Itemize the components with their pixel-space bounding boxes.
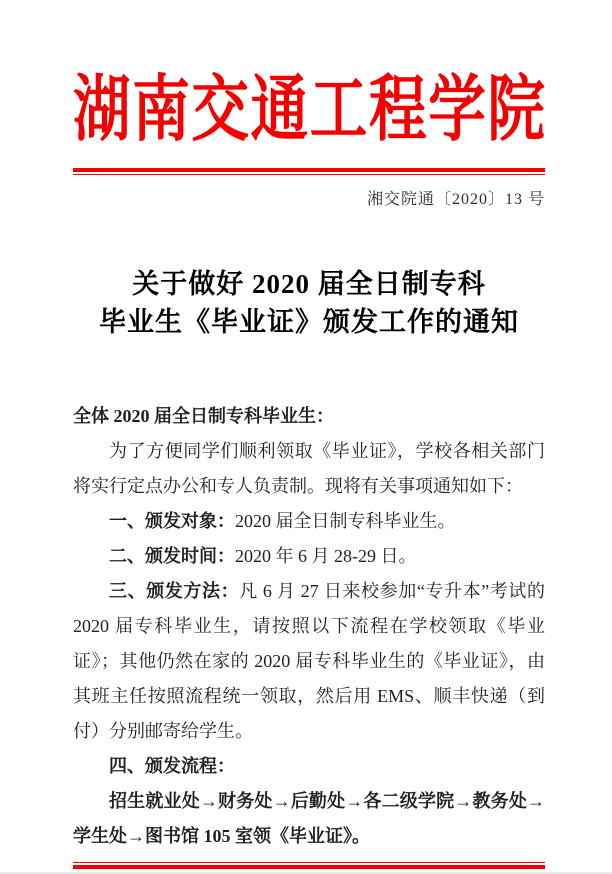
letterhead-double-rule (73, 168, 545, 175)
item-1-text: 2020 届全日制专科毕业生。 (235, 511, 456, 531)
item-3-label: 三、颁发方法： (109, 581, 240, 601)
intro-paragraph: 为了方便同学们顺利领取《毕业证》，学校各相关部门将实行定点办公和专人负责制。现将有关事项通知如下： (73, 441, 545, 496)
letterhead (73, 64, 545, 211)
item-4-paragraph (73, 749, 545, 784)
notice-title-line-2: 毕业生《毕业证》颁发工作的通知 (99, 307, 519, 337)
notice-body (73, 399, 545, 854)
document-number: 湘交院通〔2020〕13 号 (366, 191, 545, 208)
item-4-label: 四、颁发流程： (109, 756, 235, 776)
notice-title (73, 265, 545, 341)
item-3-paragraph (73, 574, 545, 749)
footer-double-rule (73, 862, 545, 869)
item-2-text: 2020 年 6 月 28-29 日。 (235, 546, 417, 566)
item-1-label: 一、颁发对象： (109, 511, 235, 531)
salutation-line: 全体 2020 届全日制专科毕业生： (73, 406, 334, 426)
letterhead-school-name: 湖南交通工程学院 (73, 70, 547, 150)
item-3-text: 凡 6 月 27 日来校参加“专升本”考试的 2020 届专科毕业生，请按照以下流程在学校领取《毕业证》；其他仍然在家的 2020 届专科毕业生的《毕业证》，由其班主任按照流程统一领取，然后用 EMS、顺丰快递（到付）分别邮寄给学生。 (73, 581, 546, 741)
item-2-paragraph (73, 539, 545, 574)
item-2-label: 二、颁发时间： (109, 546, 235, 566)
item-1-paragraph (73, 504, 545, 539)
flow-paragraph: 招生就业处→财务处→后勤处→各二级学院→教务处→学生处→图书馆 105 室领《毕业证》。 (73, 791, 545, 846)
notice-title-line-1: 关于做好 2020 届全日制专科 (132, 269, 486, 299)
